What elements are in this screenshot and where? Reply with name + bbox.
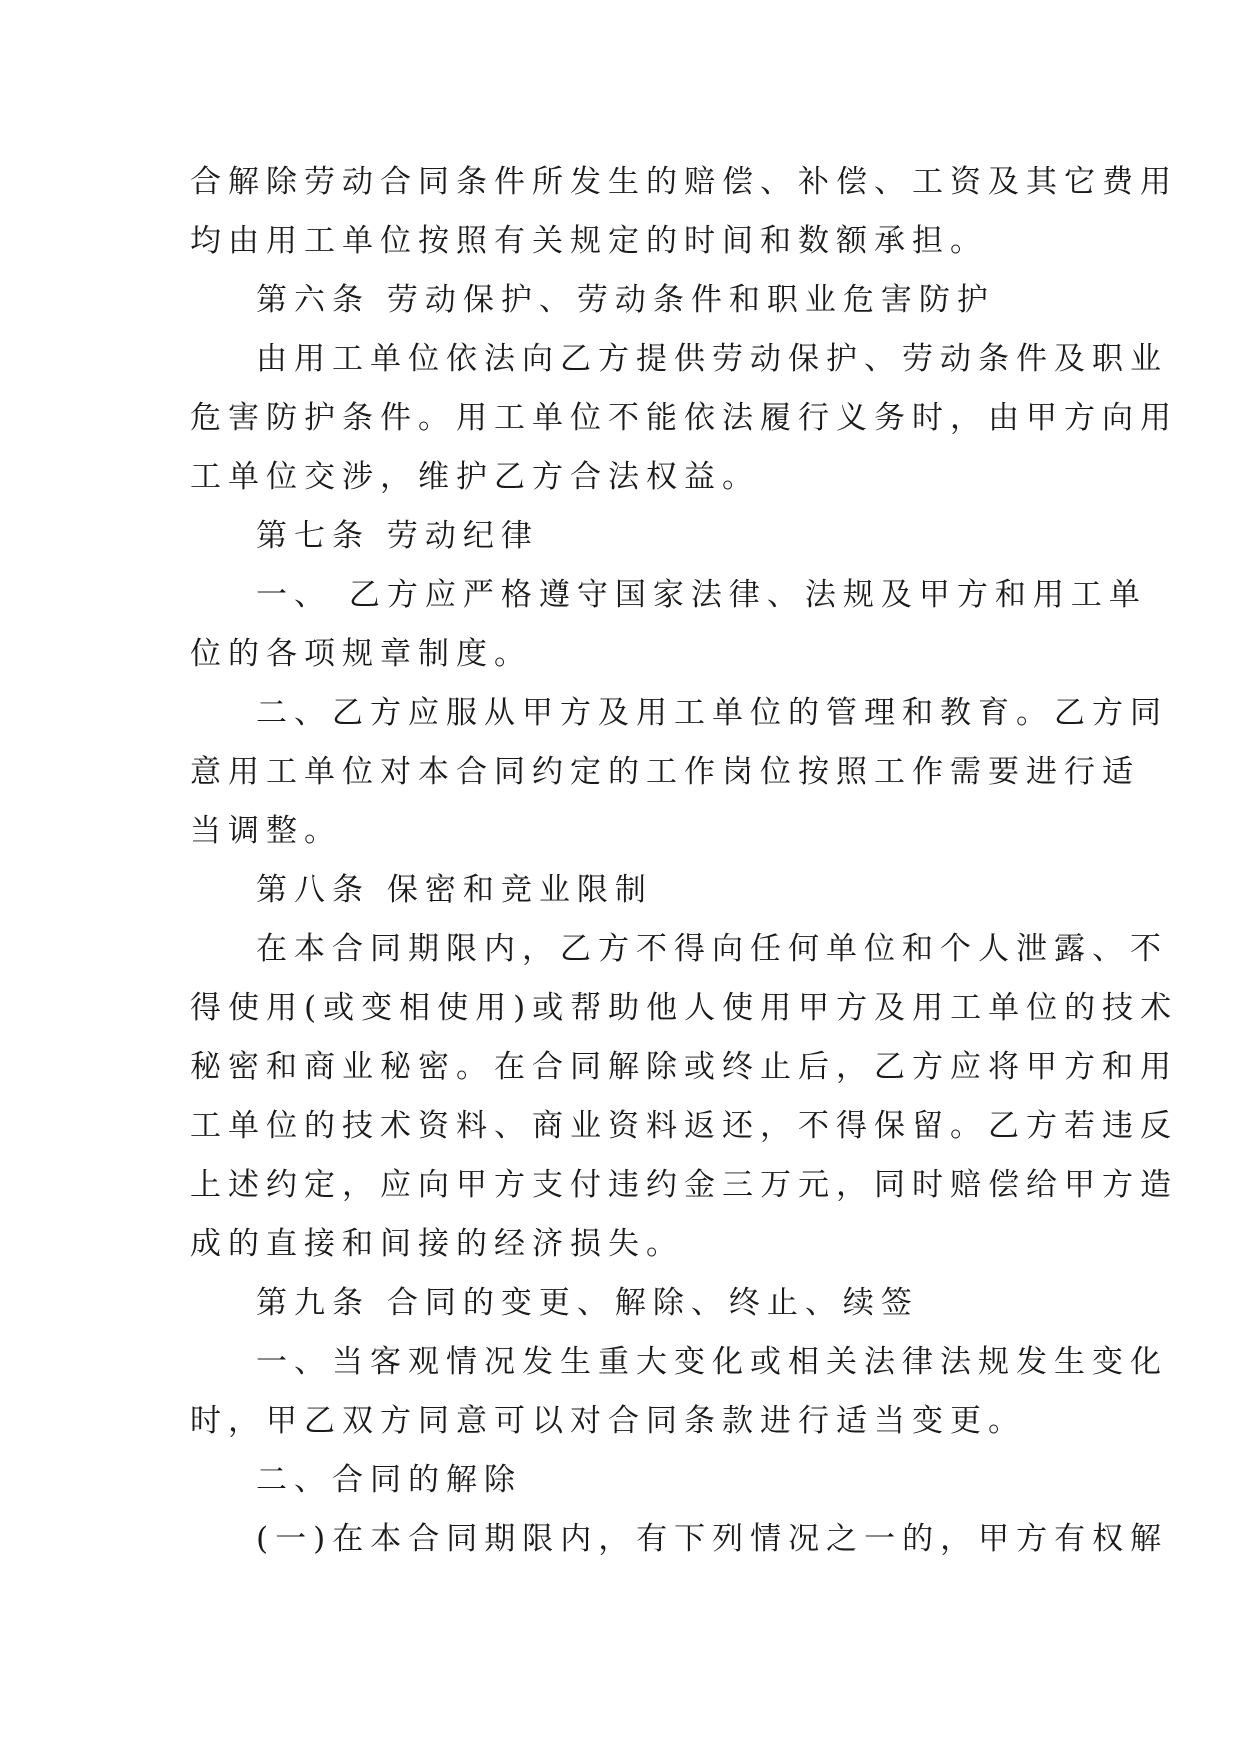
text-line: 秘密和商业秘密。在合同解除或终止后，乙方应将甲方和用 [190,1049,1178,1085]
text-line: 得使用(或变相使用)或帮助他人使用甲方及用工单位的技术 [190,990,1179,1026]
article-heading-9: 第九条 合同的变更、解除、终止、续签 [256,1285,919,1321]
contract-body-text [190,153,1179,1569]
text-line: 成的直接和间接的经济损失。 [190,1226,684,1262]
text-line: 位的各项规章制度。 [190,636,532,672]
text-line: 意用工单位对本合同约定的工作岗位按照工作需要进行适 [190,754,1140,790]
text-line: 当调整。 [190,813,342,849]
text-line: 二、乙方应服从甲方及用工单位的管理和教育。乙方同 [256,695,1168,731]
text-line: 合解除劳动合同条件所发生的赔偿、补偿、工资及其它费用 [190,164,1178,200]
article-heading-6: 第六条 劳动保护、劳动条件和职业危害防护 [256,282,995,318]
text-line: 工单位的技术资料、商业资料返还，不得保留。乙方若违反 [190,1108,1178,1144]
text-line: 上述约定，应向甲方支付违约金三万元，同时赔偿给甲方造 [190,1167,1178,1203]
text-line: 均由用工单位按照有关规定的时间和数额承担。 [190,223,988,259]
text-line: 在本合同期限内，乙方不得向任何单位和个人泄露、不 [256,931,1168,967]
article-heading-8: 第八条 保密和竞业限制 [256,872,653,908]
text-line: 时，甲乙双方同意可以对合同条款进行适当变更。 [190,1403,1026,1439]
text-line: 一、 乙方应严格遵守国家法律、法规及甲方和用工单 [256,577,1147,613]
text-line: 危害防护条件。用工单位不能依法履行义务时，由甲方向用 [190,400,1178,436]
text-line: 二、合同的解除 [256,1462,522,1498]
text-line: (一)在本合同期限内，有下列情况之一的，甲方有权解 [256,1521,1169,1557]
text-line: 由用工单位依法向乙方提供劳动保护、劳动条件及职业 [256,341,1168,377]
text-line: 一、当客观情况发生重大变化或相关法律法规发生变化 [256,1344,1168,1380]
text-line: 工单位交涉，维护乙方合法权益。 [190,459,760,495]
article-heading-7: 第七条 劳动纪律 [256,518,539,554]
